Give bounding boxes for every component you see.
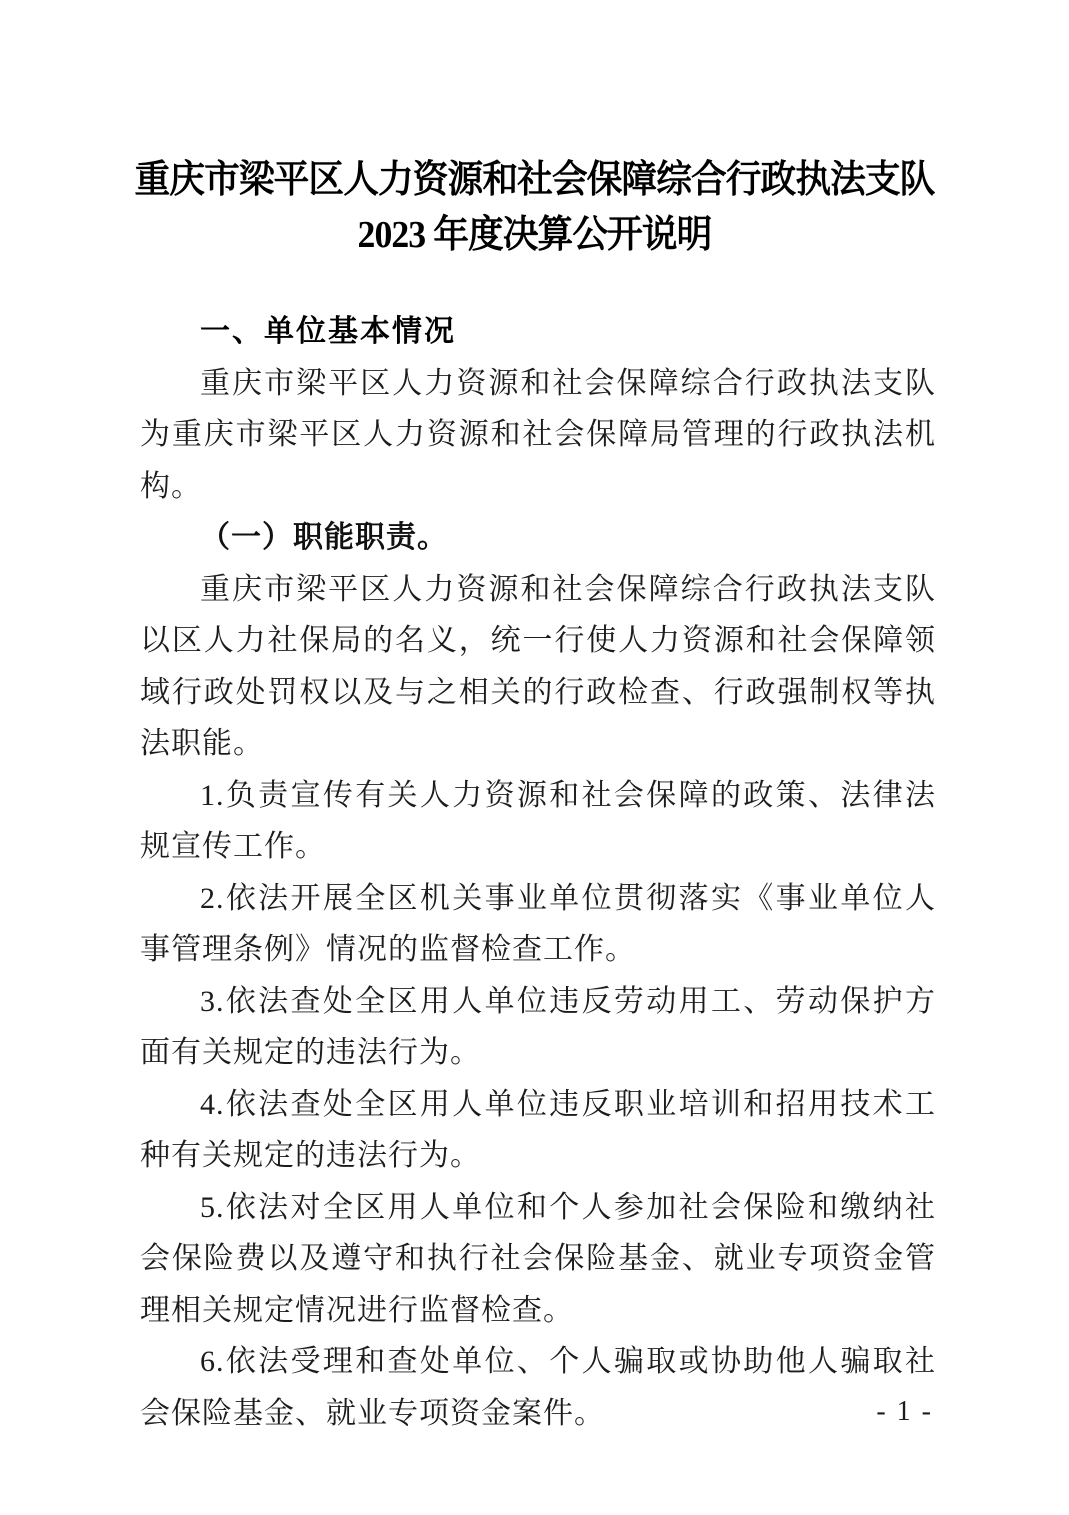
page-number: - 1 -: [876, 1396, 933, 1427]
document-title: [70, 153, 999, 263]
subsection-heading-duties: （一）职能职责。: [200, 521, 448, 554]
paragraph-duty-2: 2.依法开展全区机关事业单位贯彻落实《事业单位人事管理条例》情况的监督检查工作。: [140, 881, 936, 966]
paragraph-agency-description: 重庆市梁平区人力资源和社会保障综合行政执法支队为重庆市梁平区人力资源和社会保障局管理的行政执法机构。: [140, 366, 936, 503]
paragraph-duty-4: 4.依法查处全区用人单位违反职业培训和招用技术工种有关规定的违法行为。: [140, 1087, 936, 1172]
paragraph-duties-overview: 重庆市梁平区人力资源和社会保障综合行政执法支队以区人力社保局的名义，统一行使人力资源和社会保障领域行政处罚权以及与之相关的行政检查、行政强制权等执法职能。: [140, 572, 936, 760]
document-title-line-1: 重庆市梁平区人力资源和社会保障综合行政执法支队: [134, 159, 935, 202]
paragraph-duty-5: 5.依法对全区用人单位和个人参加社会保险和缴纳社会保险费以及遵守和执行社会保险基金、就业专项资金管理相关规定情况进行监督检查。: [140, 1190, 936, 1327]
paragraph-duty-3: 3.依法查处全区用人单位违反劳动用工、劳动保护方面有关规定的违法行为。: [140, 984, 936, 1069]
paragraph-duty-1: 1.负责宣传有关人力资源和社会保障的政策、法律法规宣传工作。: [140, 778, 936, 863]
paragraph-duty-6: 6.依法受理和查处单位、个人骗取或协助他人骗取社会保险基金、就业专项资金案件。: [140, 1345, 936, 1430]
document-title-line-2: 2023 年度决算公开说明: [357, 214, 712, 257]
document-body: [140, 306, 936, 1439]
section-heading-basic-info: 一、单位基本情况: [200, 315, 456, 348]
